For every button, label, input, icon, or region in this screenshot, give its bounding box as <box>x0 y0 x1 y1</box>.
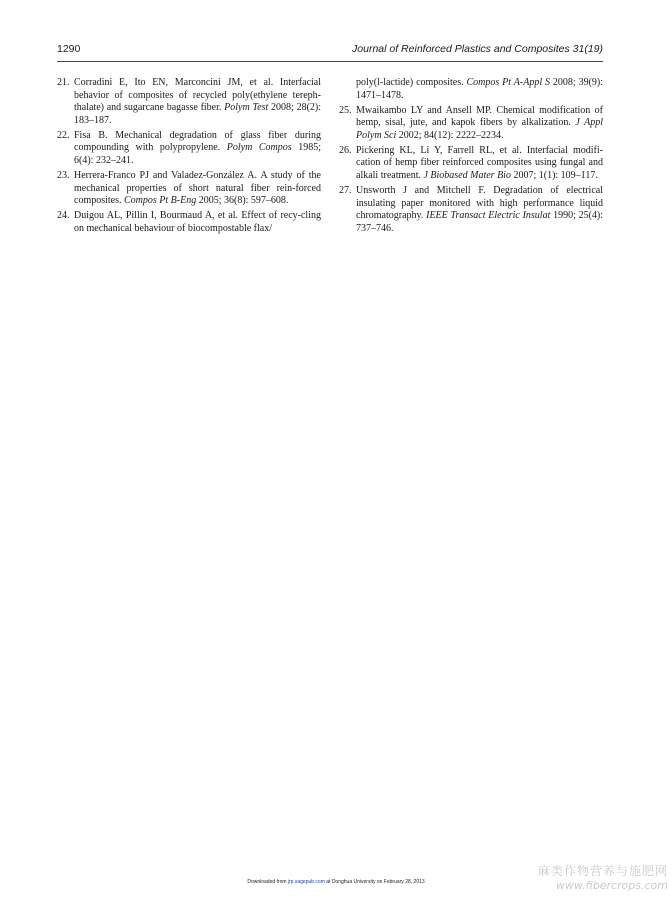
footer-prefix: Downloaded from <box>247 879 287 885</box>
watermark <box>538 862 668 892</box>
footer-suffix: at Donghua University on February 28, 2013 <box>326 879 425 885</box>
reference-number: 25. <box>339 104 352 116</box>
watermark-chinese: 麻类作物营养与施肥网 <box>537 864 668 878</box>
reference-number: 23. <box>57 169 70 181</box>
reference-tail: 2002; 84(12): 2222–2234. <box>398 129 504 141</box>
reference-tail: 2008; 39(9): 1471–1478. <box>356 77 604 101</box>
reference-tail: 1985; 6(4): 232–241. <box>74 142 322 166</box>
reference-21 <box>57 77 321 127</box>
reference-number: 26. <box>339 144 352 156</box>
reference-number: 27. <box>339 184 352 196</box>
reference-number: 21. <box>57 77 70 88</box>
reference-text: Duigou AL, Pillin I, Bourmaud A, et al. Effect of recy-cling on mechanical behaviour of biocompostable flax/ <box>74 210 321 234</box>
reference-tail: 2005; 36(8): 597–608. <box>198 195 289 207</box>
references-left-column <box>57 77 321 238</box>
reference-text: Mwaikambo LY and Ansell MP. Chemical modification of hemp, sisal, jute, and kapok fibers by alkalization. <box>356 104 603 129</box>
watermark-url: www.fibercrops.com <box>555 879 668 892</box>
footer-link[interactable]: jrp.sagepub.com <box>287 879 325 885</box>
reference-22 <box>57 130 321 168</box>
reference-text: Herrera-Franco PJ and Valadez-González A. A study of the mechanical properties of short natural fiber rein-forced composites. <box>74 169 321 207</box>
reference-text: Fisa B. Mechanical degradation of glass fiber during compounding with polypropylene. <box>74 129 321 154</box>
journal-title: Journal of Reinforced Plastics and Composites 31(19) <box>352 43 603 55</box>
reference-tail: 2007; 1(1): 109–117. <box>513 169 598 181</box>
references-right-column <box>339 77 603 238</box>
reference-24-continued <box>339 77 603 102</box>
reference-tail: 1990; 25(4): 737–746. <box>356 210 604 234</box>
page-number: 1290 <box>57 43 81 55</box>
reference-text: Unsworth J and Mitchell F. Degradation of electrical insulating paper monitored with high performance liquid chromatography. <box>356 184 603 222</box>
reference-number: 22. <box>57 129 70 141</box>
reference-journal: Polym Compos <box>226 142 292 154</box>
reference-journal: J Biobased Mater Bio <box>423 169 511 181</box>
reference-tail: 2008; 28(2): 183–187. <box>74 102 322 126</box>
reference-26 <box>339 145 603 183</box>
reference-text: poly(l-lactide) composites. <box>356 77 464 88</box>
reference-journal: Compos Pt A-Appl S <box>466 77 550 88</box>
reference-journal: IEEE Transact Electric Insulat <box>426 210 551 222</box>
reference-journal: Compos Pt B-Eng <box>124 195 197 207</box>
reference-number: 24. <box>57 210 70 222</box>
running-header <box>57 43 603 62</box>
reference-27 <box>339 185 603 235</box>
reference-24 <box>57 210 321 235</box>
reference-text: Pickering KL, Li Y, Farrell RL, et al. Interfacial modifi-cation of hemp fiber reinforced composites using fungal and alkali treatment. <box>356 144 603 181</box>
reference-journal: Polym Test <box>224 102 269 114</box>
reference-25 <box>339 105 603 143</box>
reference-text: Corradini E, Ito EN, Marconcini JM, et al. Interfacial behavior of composites of recycled poly(ethylene tereph-thalate) and sugarcane bagasse fiber. <box>74 77 321 114</box>
reference-23 <box>57 170 321 208</box>
reference-journal: J Appl Polym Sci <box>356 117 604 141</box>
